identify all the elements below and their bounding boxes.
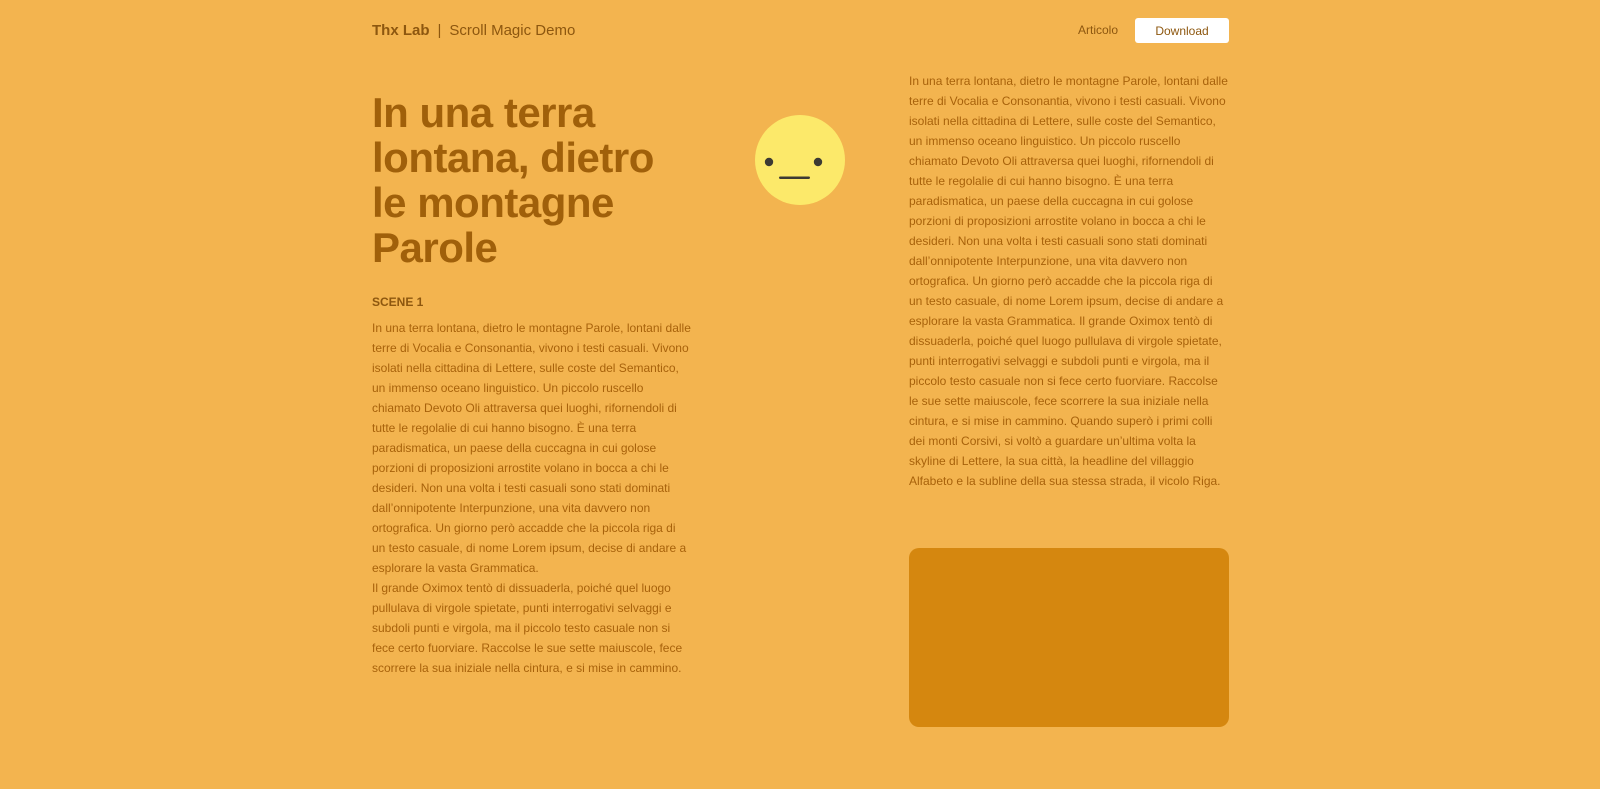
scene-paragraph: In una terra lontana, dietro le montagne Parole, lontani dalle terre di Vocalia e Consonantia, vivono i testi casuali. Vivono isolati nella cittadina di Lettere, sulle coste del Semantico, un immenso oceano linguistico. Un piccolo ruscello chiamato Devoto Oli attraversa quei luoghi, rifornendoli di tutte le regolalie di cui hanno bisogno. È una terra paradismatica, un paese della cuccagna in cui golose porzioni di proposizioni arrostite volano in bocca a chi le desideri. Non una volta i testi casuali sono stati dominati dall’onnipotente Interpunzione, una vita davvero non ortografica. Un giorno però accadde che la piccola riga di un testo casuale, di nome Lorem ipsum, decise di andare a esplorare la vasta Grammatica. bbox=[372, 321, 691, 575]
neutral-face-icon bbox=[755, 115, 845, 205]
scene-text bbox=[372, 318, 692, 678]
right-column bbox=[909, 71, 1229, 491]
article-text: In una terra lontana, dietro le montagne Parole, lontani dalle terre di Vocalia e Consonantia, vivono i testi casuali. Vivono isolati nella cittadina di Lettere, sulle coste del Semantico, un immenso oceano linguistico. Un piccolo ruscello chiamato Devoto Oli attraversa quei luoghi, rifornendoli di tutte le regolalie di cui hanno bisogno. È una terra paradismatica, un paese della cuccagna in cui golose porzioni di proposizioni arrostite volano in bocca a chi le desideri. Non una volta i testi casuali sono stati dominati dall’onnipotente Interpunzione, una vita davvero non ortografica. Un giorno però accadde che la piccola riga di un testo casuale, di nome Lorem ipsum, decise di andare a esplorare la vasta Grammatica. Il grande Oximox tentò di dissuaderla, poiché quel luogo pullulava di virgole spietate, punti interrogativi selvaggi e subdoli punti e virgola, ma il piccolo testo casuale non si fece certo fuorviare. Raccolse le sue sette maiuscole, fece scorrere la sua iniziale nella cintura, e si mise in cammino. Quando superò i primi colli dei monti Corsivi, si voltò a guardare un’ultima volta la skyline di Lettere, la sua città, la headline del villaggio Alfabeto e la subline della sua stessa strada, il vicolo Riga. bbox=[909, 74, 1228, 488]
animated-panel bbox=[909, 548, 1229, 727]
nav-link-articolo[interactable]: Articolo bbox=[1077, 23, 1118, 37]
brand-name: Thx Lab bbox=[372, 22, 430, 39]
page-title: In una terra lontana, dietro le montagne Parole bbox=[372, 89, 654, 271]
scene-label: SCENE 1 bbox=[372, 295, 424, 309]
left-column bbox=[372, 90, 692, 678]
download-button[interactable]: Download bbox=[1135, 18, 1229, 43]
brand-separator: | bbox=[437, 22, 442, 39]
scene-paragraph: Il grande Oximox tentò di dissuaderla, poiché quel luogo pullulava di virgole spietate, punti interrogativi selvaggi e subdoli punti e virgola, ma il piccolo testo casuale non si fece certo fuorviare. Raccolse le sue sette maiuscole, fece scorrere la sua iniziale nella cintura, e si mise in cammino. bbox=[372, 581, 683, 675]
brand-subtitle: Scroll Magic Demo bbox=[449, 22, 576, 39]
brand[interactable] bbox=[372, 22, 575, 39]
top-bar bbox=[372, 18, 1229, 44]
